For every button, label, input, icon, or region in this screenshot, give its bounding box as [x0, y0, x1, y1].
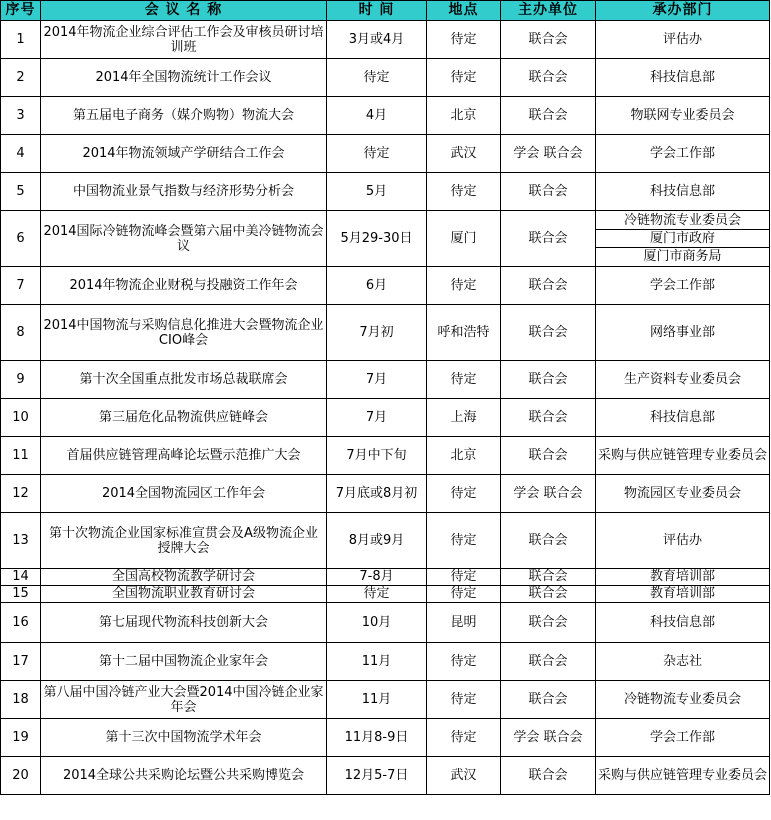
cell-host: 联合会 — [501, 59, 596, 97]
table-row — [1, 603, 770, 643]
cell-host: 联合会 — [501, 21, 596, 59]
cell-dept: 教育培训部 — [596, 586, 770, 603]
cell-time: 11月 — [327, 643, 427, 681]
cell-name: 首届供应链管理高峰论坛暨示范推广大会 — [41, 437, 327, 475]
cell-name: 2014中国物流与采购信息化推进大会暨物流企业CIO峰会 — [41, 305, 327, 361]
dept-item: 厦门市政府 — [596, 230, 769, 248]
cell-place: 待定 — [427, 59, 501, 97]
header-dept: 承办部门 — [596, 1, 770, 21]
cell-dept: 生产资料专业委员会 — [596, 361, 770, 399]
cell-dept: 冷链物流专业委员会 — [596, 681, 770, 719]
cell-dept: 科技信息部 — [596, 399, 770, 437]
cell-place: 北京 — [427, 97, 501, 135]
cell-time: 10月 — [327, 603, 427, 643]
cell-host: 联合会 — [501, 513, 596, 569]
header-name: 会 议 名 称 — [41, 1, 327, 21]
table-row — [1, 21, 770, 59]
cell-dept: 杂志社 — [596, 643, 770, 681]
cell-name: 2014年全国物流统计工作会议 — [41, 59, 327, 97]
cell-place: 待定 — [427, 586, 501, 603]
cell-no: 20 — [1, 757, 41, 795]
cell-no: 10 — [1, 399, 41, 437]
table-row — [1, 173, 770, 211]
cell-dept: 网络事业部 — [596, 305, 770, 361]
cell-time: 7月 — [327, 399, 427, 437]
cell-place: 待定 — [427, 643, 501, 681]
cell-place: 厦门 — [427, 211, 501, 267]
table-row — [1, 97, 770, 135]
cell-name: 2014全国物流园区工作年会 — [41, 475, 327, 513]
cell-dept: 学会工作部 — [596, 719, 770, 757]
cell-dept: 科技信息部 — [596, 603, 770, 643]
table-row — [1, 211, 770, 267]
cell-no: 9 — [1, 361, 41, 399]
table-row — [1, 719, 770, 757]
cell-host: 联合会 — [501, 97, 596, 135]
table-row — [1, 513, 770, 569]
header-host: 主办单位 — [501, 1, 596, 21]
cell-host: 联合会 — [501, 437, 596, 475]
cell-no: 8 — [1, 305, 41, 361]
table-row — [1, 399, 770, 437]
cell-place: 待定 — [427, 513, 501, 569]
cell-place: 武汉 — [427, 135, 501, 173]
table-row — [1, 586, 770, 603]
cell-place: 呼和浩特 — [427, 305, 501, 361]
cell-time: 7月初 — [327, 305, 427, 361]
cell-dept: 教育培训部 — [596, 569, 770, 586]
dept-item: 冷链物流专业委员会 — [596, 212, 769, 230]
cell-host: 联合会 — [501, 267, 596, 305]
cell-no: 13 — [1, 513, 41, 569]
cell-time: 5月 — [327, 173, 427, 211]
header-place: 地点 — [427, 1, 501, 21]
cell-host: 学会 联合会 — [501, 719, 596, 757]
table-row — [1, 305, 770, 361]
cell-time: 待定 — [327, 135, 427, 173]
cell-no: 2 — [1, 59, 41, 97]
cell-name: 第十次全国重点批发市场总裁联席会 — [41, 361, 327, 399]
cell-host: 联合会 — [501, 757, 596, 795]
cell-dept: 物流园区专业委员会 — [596, 475, 770, 513]
cell-dept: 评估办 — [596, 21, 770, 59]
cell-host: 联合会 — [501, 399, 596, 437]
table-row — [1, 681, 770, 719]
cell-name: 第五届电子商务（媒介购物）物流大会 — [41, 97, 327, 135]
cell-place: 北京 — [427, 437, 501, 475]
cell-place: 待定 — [427, 173, 501, 211]
cell-dept: 采购与供应链管理专业委员会 — [596, 437, 770, 475]
cell-name: 第八届中国冷链产业大会暨2014中国冷链企业家年会 — [41, 681, 327, 719]
table-row — [1, 475, 770, 513]
dept-item: 厦门市商务局 — [643, 249, 722, 264]
cell-time: 5月29-30日 — [327, 211, 427, 267]
cell-name: 全国物流职业教育研讨会 — [41, 586, 327, 603]
cell-place: 待定 — [427, 21, 501, 59]
cell-name: 2014年物流企业财税与投融资工作年会 — [41, 267, 327, 305]
header-no: 序号 — [1, 1, 41, 21]
cell-time: 待定 — [327, 586, 427, 603]
cell-name: 第七届现代物流科技创新大会 — [41, 603, 327, 643]
cell-name: 全国高校物流教学研讨会 — [41, 569, 327, 586]
cell-host: 联合会 — [501, 211, 596, 267]
cell-name: 2014年物流企业综合评估工作会及审核员研讨培训班 — [41, 21, 327, 59]
cell-no: 4 — [1, 135, 41, 173]
cell-no: 14 — [1, 569, 41, 586]
cell-no: 19 — [1, 719, 41, 757]
cell-name: 第十二届中国物流企业家年会 — [41, 643, 327, 681]
cell-place: 昆明 — [427, 603, 501, 643]
cell-time: 8月或9月 — [327, 513, 427, 569]
cell-time: 7月底或8月初 — [327, 475, 427, 513]
cell-host: 联合会 — [501, 586, 596, 603]
cell-dept: 学会工作部 — [596, 135, 770, 173]
table-row — [1, 757, 770, 795]
cell-host: 联合会 — [501, 569, 596, 586]
cell-time: 7月 — [327, 361, 427, 399]
header-row — [1, 1, 770, 21]
cell-dept — [596, 211, 770, 267]
cell-place: 待定 — [427, 267, 501, 305]
cell-time: 7-8月 — [327, 569, 427, 586]
cell-name: 第十次物流企业国家标准宣贯会及A级物流企业授牌大会 — [41, 513, 327, 569]
cell-host: 学会 联合会 — [501, 475, 596, 513]
cell-host: 联合会 — [501, 173, 596, 211]
cell-time: 6月 — [327, 267, 427, 305]
cell-no: 11 — [1, 437, 41, 475]
cell-place: 待定 — [427, 681, 501, 719]
cell-dept: 科技信息部 — [596, 173, 770, 211]
cell-name: 第三届危化品物流供应链峰会 — [41, 399, 327, 437]
cell-place: 待定 — [427, 475, 501, 513]
table-row — [1, 267, 770, 305]
cell-dept: 评估办 — [596, 513, 770, 569]
cell-time: 3月或4月 — [327, 21, 427, 59]
cell-place: 待定 — [427, 361, 501, 399]
table-row — [1, 569, 770, 586]
table-row — [1, 361, 770, 399]
cell-name: 2014国际冷链物流峰会暨第六届中美冷链物流会议 — [41, 211, 327, 267]
cell-no: 5 — [1, 173, 41, 211]
cell-host: 联合会 — [501, 603, 596, 643]
cell-name: 2014全球公共采购论坛暨公共采购博览会 — [41, 757, 327, 795]
cell-host: 联合会 — [501, 681, 596, 719]
cell-no: 3 — [1, 97, 41, 135]
cell-dept: 物联网专业委员会 — [596, 97, 770, 135]
cell-host: 学会 联合会 — [501, 135, 596, 173]
cell-time: 4月 — [327, 97, 427, 135]
cell-no: 6 — [1, 211, 41, 267]
cell-time: 7月中下旬 — [327, 437, 427, 475]
cell-dept: 学会工作部 — [596, 267, 770, 305]
cell-time: 11月8-9日 — [327, 719, 427, 757]
cell-no: 16 — [1, 603, 41, 643]
cell-no: 7 — [1, 267, 41, 305]
cell-name: 中国物流业景气指数与经济形势分析会 — [41, 173, 327, 211]
cell-no: 1 — [1, 21, 41, 59]
cell-place: 待定 — [427, 719, 501, 757]
header-time: 时 间 — [327, 1, 427, 21]
cell-host: 联合会 — [501, 361, 596, 399]
cell-dept: 科技信息部 — [596, 59, 770, 97]
cell-no: 15 — [1, 586, 41, 603]
table-body — [1, 21, 770, 795]
cell-time: 待定 — [327, 59, 427, 97]
cell-no: 17 — [1, 643, 41, 681]
table-row — [1, 59, 770, 97]
table-row — [1, 135, 770, 173]
cell-dept: 采购与供应链管理专业委员会 — [596, 757, 770, 795]
cell-host: 联合会 — [501, 305, 596, 361]
cell-time: 12月5-7日 — [327, 757, 427, 795]
table-row — [1, 643, 770, 681]
table-row — [1, 437, 770, 475]
cell-time: 11月 — [327, 681, 427, 719]
cell-host: 联合会 — [501, 643, 596, 681]
cell-no: 18 — [1, 681, 41, 719]
cell-name: 第十三次中国物流学术年会 — [41, 719, 327, 757]
cell-place: 武汉 — [427, 757, 501, 795]
cell-no: 12 — [1, 475, 41, 513]
cell-place: 上海 — [427, 399, 501, 437]
cell-place: 待定 — [427, 569, 501, 586]
cell-name: 2014年物流领域产学研结合工作会 — [41, 135, 327, 173]
